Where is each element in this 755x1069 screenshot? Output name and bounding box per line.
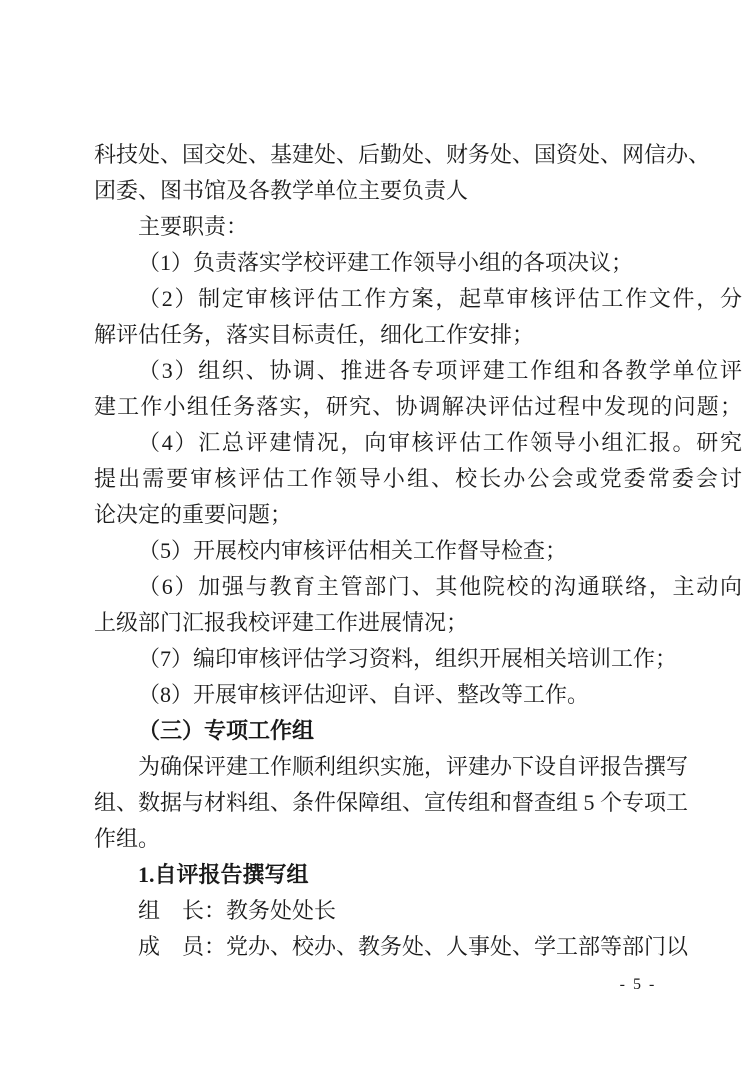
document-line: 上级部门汇报我校评建工作进展情况； — [94, 610, 469, 635]
document-line: （三）专项工作组 — [138, 718, 315, 743]
text-block — [94, 137, 742, 965]
document-line: 科技处、国交处、基建处、后勤处、财务处、国资处、网信办、 — [94, 142, 711, 167]
document-line: （3）组织、协调、推进各专项评建工作组和各教学单位评 — [138, 358, 742, 383]
document-line: （7）编印审核评估学习资料，组织开展相关培训工作； — [138, 646, 678, 671]
document-line: 组、数据与材料组、条件保障组、宣传组和督查组 5 个专项工 — [94, 790, 689, 815]
document-line: 团委、图书馆及各教学单位主要负责人 — [94, 178, 469, 203]
document-line: （5）开展校内审核评估相关工作督导检查； — [138, 538, 568, 563]
document-line: 作组。 — [94, 826, 161, 851]
document-line: 为确保评建工作顺利组织实施，评建办下设自评报告撰写 — [138, 754, 689, 779]
document-line: 1.自评报告撰写组 — [138, 862, 309, 887]
document-line: 组 长：教务处处长 — [138, 898, 337, 923]
document-line: （2）制定审核评估工作方案，起草审核评估工作文件，分 — [138, 286, 742, 311]
document-line: 主要职责： — [138, 214, 249, 239]
document-line: 成 员：党办、校办、教务处、人事处、学工部等部门以 — [138, 934, 689, 959]
document-line: （8）开展审核评估迎评、自评、整改等工作。 — [138, 682, 590, 707]
document-line: 建工作小组任务落实，研究、协调解决评估过程中发现的问题； — [94, 394, 742, 419]
document-line: （4）汇总评建情况，向审核评估工作领导小组汇报。研究 — [138, 430, 742, 455]
document-line: （1）负责落实学校评建工作领导小组的各项决议； — [138, 250, 634, 275]
document-line: （6）加强与教育主管部门、其他院校的沟通联络，主动向 — [138, 574, 742, 599]
document-line: 解评估任务，落实目标责任，细化工作安排； — [94, 322, 535, 347]
document-line: 论决定的重要问题； — [94, 502, 293, 527]
page-number: - 5 - — [619, 976, 657, 993]
document-line: 提出需要审核评估工作领导小组、校长办公会或党委常委会讨 — [94, 466, 742, 491]
